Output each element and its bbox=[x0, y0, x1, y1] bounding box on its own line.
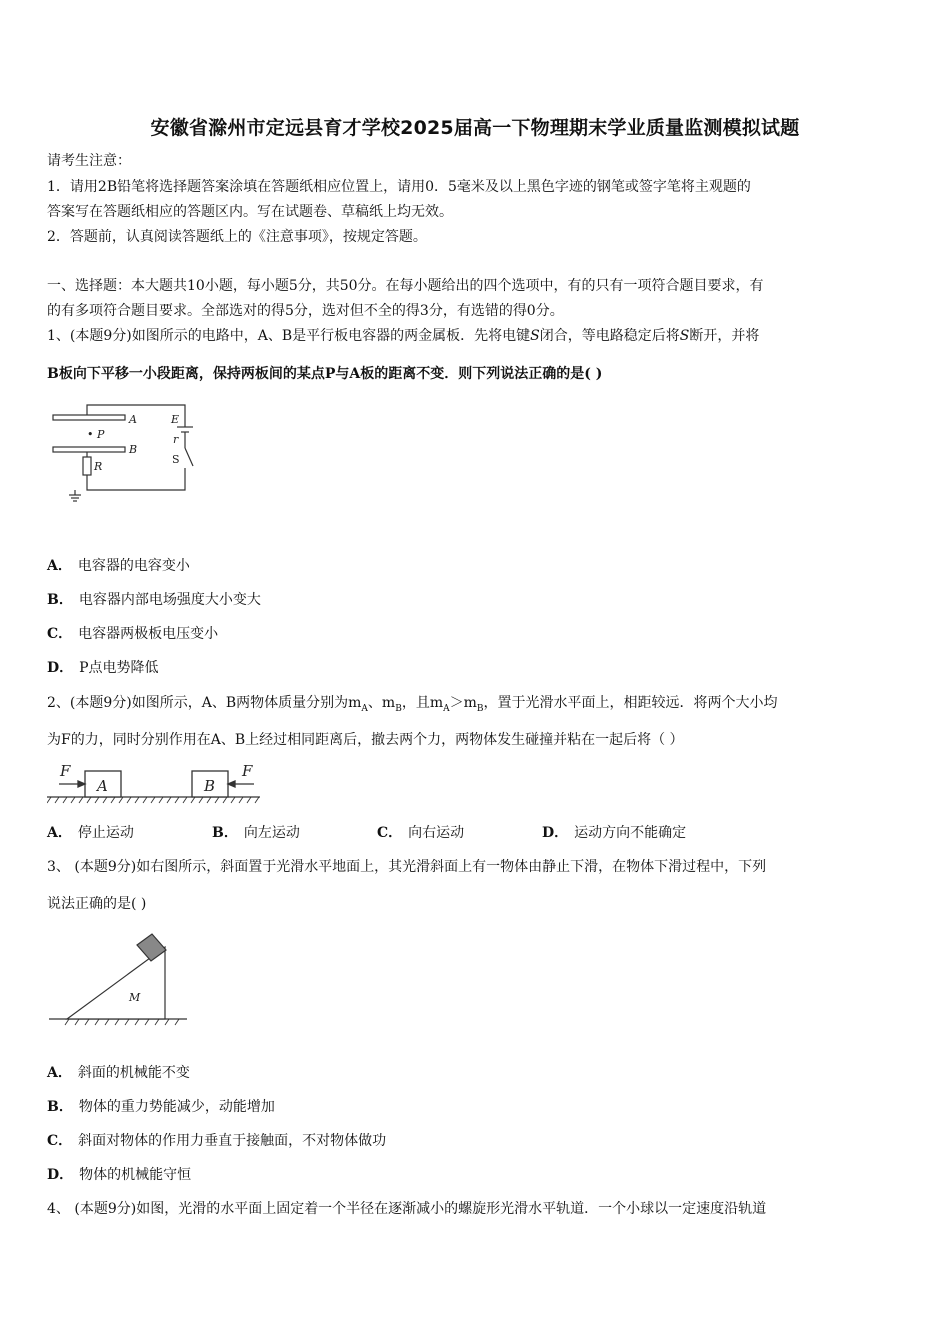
q2-blocks-figure bbox=[47, 761, 262, 809]
q3-stem-line2: 说法正确的是( ) bbox=[47, 896, 147, 912]
q1-option-c[interactable] bbox=[47, 624, 218, 644]
resistor-r bbox=[83, 457, 91, 475]
sub-b2: B bbox=[476, 703, 484, 714]
q2-stem-pre: 2、(本题9分)如图所示，A、B两物体质量分别为m bbox=[47, 695, 362, 711]
label-e: E bbox=[171, 413, 180, 426]
force-left-label: F bbox=[60, 762, 71, 780]
label-s: S bbox=[172, 453, 180, 466]
q2-stem-line1 bbox=[47, 693, 778, 719]
page-title: 安徽省滁州市定远县育才学校2025届高一下物理期末学业质量监测模拟试题 bbox=[150, 117, 800, 139]
option-text: 电容器的电容变小 bbox=[77, 558, 190, 574]
label-a: A bbox=[129, 413, 137, 426]
q2-option-a[interactable] bbox=[47, 822, 212, 842]
option-letter: B． bbox=[212, 825, 238, 841]
force-right-label: F bbox=[242, 762, 253, 780]
q4-stem-line1: 4、 (本题9分)如图，光滑的水平面上固定着一个半径在逐渐减小的螺旋形光滑水平轨道．一个小球以一定速度沿轨道 bbox=[47, 1201, 767, 1217]
q1-stem-post: 断开，并将 bbox=[689, 328, 760, 344]
label-b: B bbox=[129, 443, 138, 456]
q1-stem-mid: 闭合，等电路稳定后将 bbox=[539, 328, 680, 344]
sub-a2: A bbox=[443, 703, 450, 714]
notice-item-1b: 答案写在答题纸相应的答题区内。写在试题卷、草稿纸上均无效。 bbox=[47, 204, 453, 220]
sub-a: A bbox=[361, 703, 368, 714]
option-letter: C． bbox=[47, 626, 73, 642]
option-letter: D． bbox=[47, 660, 74, 676]
option-letter: A． bbox=[47, 558, 72, 574]
option-text: 物体的机械能守恒 bbox=[79, 1167, 192, 1183]
q2-option-c[interactable] bbox=[377, 822, 542, 842]
sub-b: B bbox=[395, 703, 402, 714]
notice-item-1a: 1．请用2B铅笔将选择题答案涂填在答题纸相应位置上，请用0．5毫米及以上黑色字迹的钢笔或签字笔将主观题的 bbox=[47, 179, 751, 195]
option-letter: B． bbox=[47, 1099, 73, 1115]
q1-option-b[interactable] bbox=[47, 590, 261, 610]
option-text: 斜面的机械能不变 bbox=[77, 1065, 190, 1081]
label-p: • P bbox=[87, 428, 105, 441]
q2-sep: 、m bbox=[367, 695, 396, 711]
option-text: 向右运动 bbox=[408, 825, 465, 841]
q2-options bbox=[47, 822, 707, 842]
option-text: 停止运动 bbox=[77, 825, 134, 841]
q1-stem-line2: B板向下平移一小段距离，保持两板间的某点P与A板的距离不变．则下列说法正确的是( ) bbox=[47, 366, 603, 382]
option-text: 物体的重力势能减少，动能增加 bbox=[78, 1099, 275, 1115]
q1-switch-s2: S bbox=[679, 328, 690, 344]
q3-option-b[interactable] bbox=[47, 1097, 275, 1117]
q1-circuit-figure bbox=[47, 402, 197, 507]
q1-option-a[interactable] bbox=[47, 556, 190, 576]
q3-option-a[interactable] bbox=[47, 1063, 190, 1083]
block-a-label: A bbox=[97, 777, 108, 795]
option-letter: D． bbox=[47, 1167, 74, 1183]
option-letter: C． bbox=[377, 825, 403, 841]
option-text: 电容器内部电场强度大小变大 bbox=[78, 592, 261, 608]
q2-gt: ＞m bbox=[449, 695, 477, 711]
q3-incline-figure bbox=[47, 927, 192, 1027]
option-text: P点电势降低 bbox=[79, 660, 159, 676]
section1-line2: 的有多项符合题目要求。全部选对的得5分，选对但不全的得3分，有选错的得0分。 bbox=[47, 303, 564, 319]
q1-option-d[interactable] bbox=[47, 658, 159, 678]
q2-mid: ，且m bbox=[401, 695, 444, 711]
notice-heading: 请考生注意： bbox=[47, 153, 131, 169]
option-letter: A． bbox=[47, 825, 72, 841]
option-text: 电容器两极板电压变小 bbox=[78, 626, 219, 642]
option-letter: A． bbox=[47, 1065, 72, 1081]
q1-stem-line1 bbox=[47, 326, 759, 346]
plate-b bbox=[53, 447, 125, 452]
q2-stem-post: ，置于光滑水平面上，相距较远．将两个大小均 bbox=[483, 695, 778, 711]
q2-option-d[interactable] bbox=[542, 822, 707, 842]
option-letter: B． bbox=[47, 592, 73, 608]
label-r: R bbox=[94, 460, 103, 473]
incline-label-m: M bbox=[129, 991, 141, 1004]
q3-stem-line1: 3、 (本题9分)如右图所示，斜面置于光滑水平地面上，其光滑斜面上有一物体由静止下滑，在物体下滑过程中，下列 bbox=[47, 859, 767, 875]
plate-a bbox=[53, 415, 125, 420]
option-letter: C． bbox=[47, 1133, 73, 1149]
option-text: 运动方向不能确定 bbox=[574, 825, 687, 841]
label-r-internal: r bbox=[173, 433, 179, 446]
notice-item-2: 2．答题前，认真阅读答题纸上的《注意事项》，按规定答题。 bbox=[47, 229, 427, 245]
option-text: 斜面对物体的作用力垂直于接触面，不对物体做功 bbox=[78, 1133, 387, 1149]
block-b-label: B bbox=[204, 777, 216, 795]
option-letter: D． bbox=[542, 825, 569, 841]
option-text: 向左运动 bbox=[243, 825, 300, 841]
q2-stem-line2: 为F的力，同时分别作用在A、B上经过相同距离后，撤去两个力，两物体发生碰撞并粘在一起后将（ ） bbox=[47, 732, 684, 748]
q2-option-b[interactable] bbox=[212, 822, 377, 842]
q1-stem-pre: 1、(本题9分)如图所示的电路中，A、B是平行板电容器的两金属板．先将电键 bbox=[47, 328, 531, 344]
section1-line1: 一、选择题：本大题共10小题，每小题5分，共50分。在每小题给出的四个选项中，有的只有一项符合题目要求，有 bbox=[47, 278, 764, 294]
q3-option-d[interactable] bbox=[47, 1165, 191, 1185]
q3-option-c[interactable] bbox=[47, 1131, 386, 1151]
q1-switch-s: S bbox=[530, 328, 540, 344]
